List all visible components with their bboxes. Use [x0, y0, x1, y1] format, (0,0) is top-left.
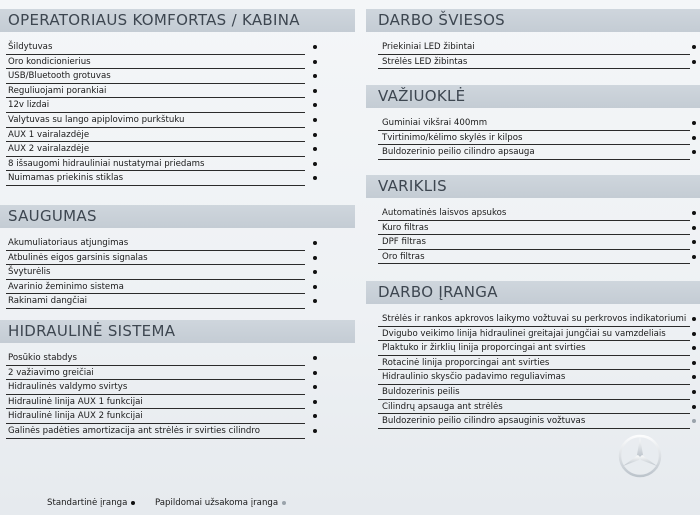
section-title-komfortas: OPERATORIAUS KOMFORTAS / KABINA: [0, 9, 355, 32]
standard-dot-icon: [313, 285, 317, 289]
legend-standard: [47, 498, 135, 508]
feature-label: Posūkio stabdys: [8, 353, 77, 363]
feature-row: [6, 395, 305, 410]
feature-row: [6, 142, 305, 157]
feature-label: Švyturėlis: [8, 267, 51, 278]
standard-dot-icon: [313, 356, 317, 360]
feature-list: [366, 206, 700, 264]
standard-dot-icon: [313, 133, 317, 137]
feature-label: Cilindrų apsauga ant strėlės: [382, 401, 503, 412]
standard-dot-icon: [692, 317, 696, 321]
standard-dot-icon: [692, 226, 696, 230]
feature-row: [378, 370, 690, 385]
standard-dot-icon: [313, 162, 317, 166]
standard-dot-icon: [692, 211, 696, 215]
standard-dot-icon: [692, 150, 696, 154]
feature-row: [6, 236, 305, 251]
feature-row: [378, 221, 690, 236]
section-title-vaziuokle: VAŽIUOKLĖ: [366, 85, 700, 108]
feature-row: [6, 251, 305, 266]
feature-label: AUX 2 vairalazdėje: [8, 144, 90, 155]
standard-dot-icon: [692, 332, 696, 336]
feature-row: [6, 84, 305, 99]
feature-label: USB/Bluetooth grotuvas: [8, 71, 111, 82]
standard-dot-icon: [313, 371, 317, 375]
standard-dot-icon: [313, 256, 317, 260]
feature-row: [378, 400, 690, 415]
section-sviesos: [366, 9, 700, 69]
feature-row: [6, 380, 305, 395]
standard-dot-icon: [313, 414, 317, 418]
feature-label: Avarinio žeminimo sistema: [8, 281, 124, 292]
section-iranga: [366, 281, 700, 429]
standard-dot-icon: [692, 240, 696, 244]
feature-row: [378, 327, 690, 342]
standard-dot-icon: [692, 361, 696, 365]
feature-row: [378, 116, 690, 131]
feature-label: Šildytuvas: [8, 42, 53, 52]
standard-dot-icon: [313, 45, 317, 49]
standard-dot-icon: [692, 346, 696, 350]
feature-label: Priekiniai LED žibintai: [382, 42, 475, 52]
feature-row: [378, 414, 690, 429]
standard-dot-icon: [313, 270, 317, 274]
feature-label: Reguliuojami porankiai: [8, 85, 107, 96]
feature-list: [366, 312, 700, 429]
standard-dot-icon: [131, 501, 135, 505]
feature-row: [6, 113, 305, 128]
feature-row: [378, 356, 690, 371]
feature-label: Buldozerinio peilio cilindro apsauga: [382, 147, 535, 158]
feature-label: Kuro filtras: [382, 222, 429, 233]
section-title-saugumas: SAUGUMAS: [0, 205, 355, 228]
optional-dot-icon: [282, 501, 286, 505]
feature-label: Hidraulinės valdymo svirtys: [8, 382, 128, 393]
feature-row: [6, 366, 305, 381]
legend-optional-label: Papildomai užsakoma įranga: [155, 498, 279, 508]
feature-label: Atbulinės eigos garsinis signalas: [8, 252, 148, 263]
standard-dot-icon: [313, 400, 317, 404]
section-title-hidraulika: HIDRAULINĖ SISTEMA: [0, 320, 355, 343]
section-title-iranga: DARBO ĮRANGA: [366, 281, 700, 304]
feature-label: Automatinės laisvos apsukos: [382, 208, 507, 218]
feature-label: Nuimamas priekinis stiklas: [8, 173, 124, 184]
feature-list: [366, 40, 700, 69]
standard-dot-icon: [313, 74, 317, 78]
standard-dot-icon: [313, 89, 317, 93]
feature-row: [6, 171, 305, 186]
feature-row: [6, 294, 305, 309]
standard-dot-icon: [692, 375, 696, 379]
feature-label: Oro filtras: [382, 251, 425, 262]
feature-label: Buldozerinio peilio cilindro apsauginis vožtuvas: [382, 416, 586, 427]
feature-label: Hidraulinė linija AUX 1 funkcijai: [8, 396, 143, 407]
feature-list: [0, 40, 355, 186]
feature-row: [6, 157, 305, 172]
feature-row: [378, 341, 690, 356]
legend-standard-label: Standartinė įranga: [47, 498, 128, 508]
feature-label: Rotacinė linija proporcingai ant svirties: [382, 357, 550, 368]
standard-dot-icon: [692, 136, 696, 140]
legend-optional: [155, 498, 286, 508]
optional-dot-icon: [692, 419, 696, 423]
standard-dot-icon: [313, 176, 317, 180]
feature-row: [6, 409, 305, 424]
feature-row: [6, 265, 305, 280]
feature-row: [6, 40, 305, 55]
standard-dot-icon: [313, 103, 317, 107]
feature-label: AUX 1 vairalazdėje: [8, 129, 90, 140]
feature-label: Akumuliatoriaus atjungimas: [8, 238, 129, 248]
feature-row: [6, 128, 305, 143]
feature-row: [378, 40, 690, 55]
feature-row: [378, 312, 690, 327]
standard-dot-icon: [313, 299, 317, 303]
feature-list: [366, 116, 700, 160]
feature-row: [378, 131, 690, 146]
standard-dot-icon: [313, 429, 317, 433]
feature-label: Hidraulinė linija AUX 2 funkcijai: [8, 411, 143, 422]
standard-dot-icon: [692, 45, 696, 49]
feature-row: [6, 424, 305, 439]
feature-label: Galinės padėties amortizacija ant strėlės ir svirties cilindro: [8, 425, 260, 436]
standard-dot-icon: [692, 405, 696, 409]
feature-row: [6, 69, 305, 84]
brand-star-logo-icon: [617, 433, 663, 479]
feature-row: [378, 206, 690, 221]
feature-row: [378, 145, 690, 160]
feature-label: 8 išsaugomi hidrauliniai nustatymai priedams: [8, 158, 205, 169]
section-vaziuokle: [366, 85, 700, 160]
section-title-sviesos: DARBO ŠVIESOS: [366, 9, 700, 32]
standard-dot-icon: [313, 385, 317, 389]
feature-label: Strėlės ir rankos apkrovos laikymo vožtuvai su perkrovos indikatoriumi: [382, 314, 687, 324]
feature-label: Dvigubo veikimo linija hidraulinei greitajai jungčiai su vamzdeliais: [382, 328, 666, 339]
feature-row: [6, 98, 305, 113]
feature-label: Tvirtinimo/kėlimo skylės ir kilpos: [382, 132, 523, 143]
section-hidraulika: [0, 320, 355, 439]
feature-row: [378, 385, 690, 400]
feature-row: [6, 55, 305, 70]
feature-row: [378, 250, 690, 265]
feature-label: Valytuvas su lango apiplovimo purkštuku: [8, 114, 185, 125]
feature-label: DPF filtras: [382, 237, 426, 248]
standard-dot-icon: [692, 255, 696, 259]
feature-label: Strėlės LED žibintas: [382, 56, 468, 67]
feature-label: Hidraulinio skysčio padavimo reguliavimas: [382, 372, 566, 383]
feature-list: [0, 351, 355, 439]
standard-dot-icon: [313, 118, 317, 122]
feature-row: [378, 55, 690, 70]
section-komfortas: [0, 9, 355, 186]
feature-label: Guminiai vikšrai 400mm: [382, 118, 488, 128]
standard-dot-icon: [692, 121, 696, 125]
feature-label: 12v lizdai: [8, 100, 50, 111]
feature-row: [6, 351, 305, 366]
feature-label: 2 važiavimo greičiai: [8, 367, 94, 378]
standard-dot-icon: [692, 60, 696, 64]
section-variklis: [366, 175, 700, 264]
standard-dot-icon: [313, 241, 317, 245]
standard-dot-icon: [692, 390, 696, 394]
standard-dot-icon: [313, 147, 317, 151]
feature-row: [6, 280, 305, 295]
feature-label: Rakinami dangčiai: [8, 296, 88, 307]
feature-row: [378, 235, 690, 250]
feature-list: [0, 236, 355, 309]
feature-label: Oro kondicionierius: [8, 56, 91, 67]
feature-label: Plaktuko ir žirklių linija proporcingai ant svirties: [382, 343, 586, 354]
section-saugumas: [0, 205, 355, 309]
feature-label: Buldozerinis peilis: [382, 386, 460, 397]
standard-dot-icon: [313, 60, 317, 64]
section-title-variklis: VARIKLIS: [366, 175, 700, 198]
